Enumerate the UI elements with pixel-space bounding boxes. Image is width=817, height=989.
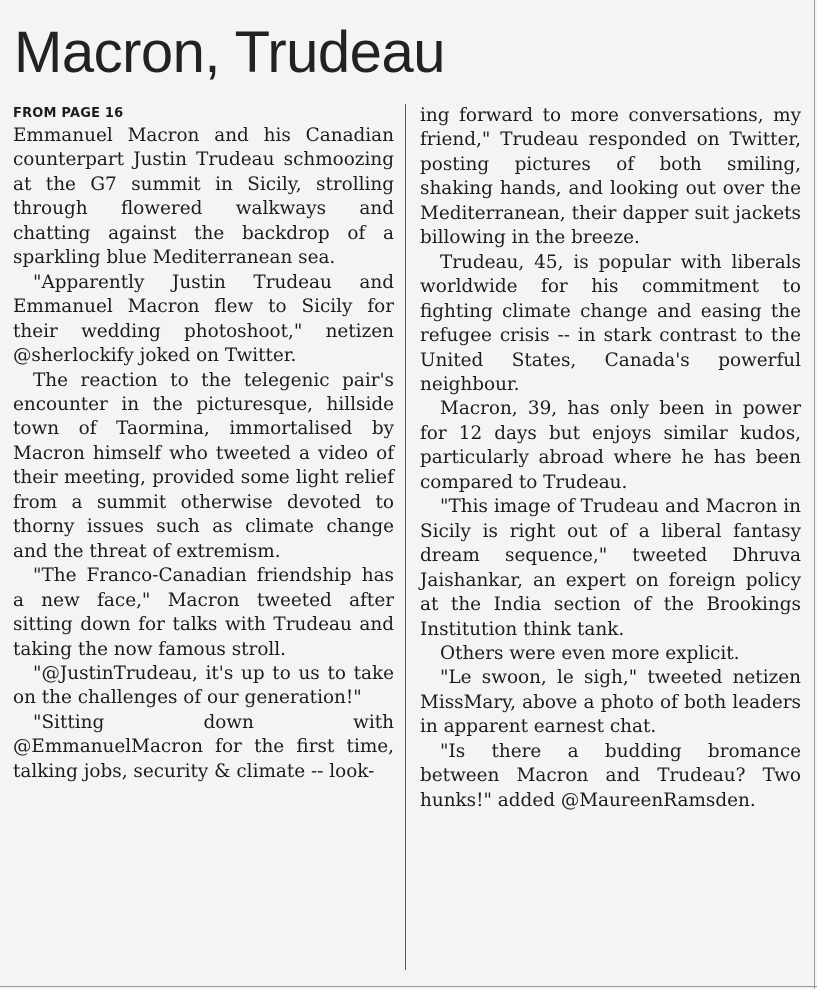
- paragraph: "Apparently Justin Trudeau and Emmanuel Macron flew to Sicily for their wedding photoshoot," netizen @sherlockify joked on Twitter.: [13, 271, 394, 367]
- paragraph: "Le swoon, le sigh," tweeted netizen MissMary, above a photo of both leaders in apparent earnest chat.: [420, 667, 801, 738]
- paragraph: "This image of Trudeau and Macron in Sicily is right out of a liberal fantasy dream sequence," tweeted Dhruva Jaishankar, an expert on foreign policy at the India section of the Brookings Institution think tank.: [420, 496, 801, 640]
- paragraph: "Is there a budding bromance between Macron and Trudeau? Two hunks!" added @MaureenRamsden.: [420, 740, 801, 811]
- paragraph: Trudeau, 45, is popular with liberals worldwide for his commitment to fighting climate change and easing the refugee crisis -- in stark contrast to the United States, Canada's powerful neighbour.: [420, 251, 801, 395]
- paragraph: "Sitting down with @EmmanuelMacron for the first time, talking jobs, security & climate -- look-: [13, 711, 394, 782]
- headline: Macron, Trudeau: [14, 20, 445, 85]
- paragraph: "The Franco-Canadian friendship has a new face," Macron tweeted after sitting down for talks with Trudeau and taking the now famous stroll.: [13, 565, 394, 660]
- paragraph: Macron, 39, has only been in power for 12 days but enjoys similar kudos, particularly abroad where he has been compared to Trudeau.: [420, 398, 801, 493]
- page-border-right: [814, 0, 815, 989]
- paragraph: Emmanuel Macron and his Canadian counterpart Justin Trudeau schmoozing at the G7 summit in Sicily, strolling through flowered walkways and chatting against the backdrop of a sparkling blue Mediterranean sea.: [13, 125, 394, 269]
- column-divider: [405, 104, 406, 970]
- paragraph: "@JustinTrudeau, it's up to us to take on the challenges of our generation!": [13, 662, 394, 709]
- paragraph: The reaction to the telegenic pair's encounter in the picturesque, hillside town of Taormina, immortalised by Macron himself who tweeted a video of their meeting, provided some light relief from a summit otherwise devoted to thorny issues such as climate change and the threat of extremism.: [13, 369, 394, 562]
- paragraph: Others were even more explicit.: [440, 642, 740, 664]
- article-column-left: [13, 104, 394, 784]
- article-column-right: [420, 104, 801, 813]
- page-border-bottom: [0, 986, 817, 987]
- continued-from-label: FROM PAGE 16: [13, 106, 124, 121]
- paragraph: ing forward to more conversations, my friend," Trudeau responded on Twitter, posting pictures of both smiling, shaking hands, and looking out over the Mediterranean, their dapper suit jackets billowing in the breeze.: [420, 105, 801, 249]
